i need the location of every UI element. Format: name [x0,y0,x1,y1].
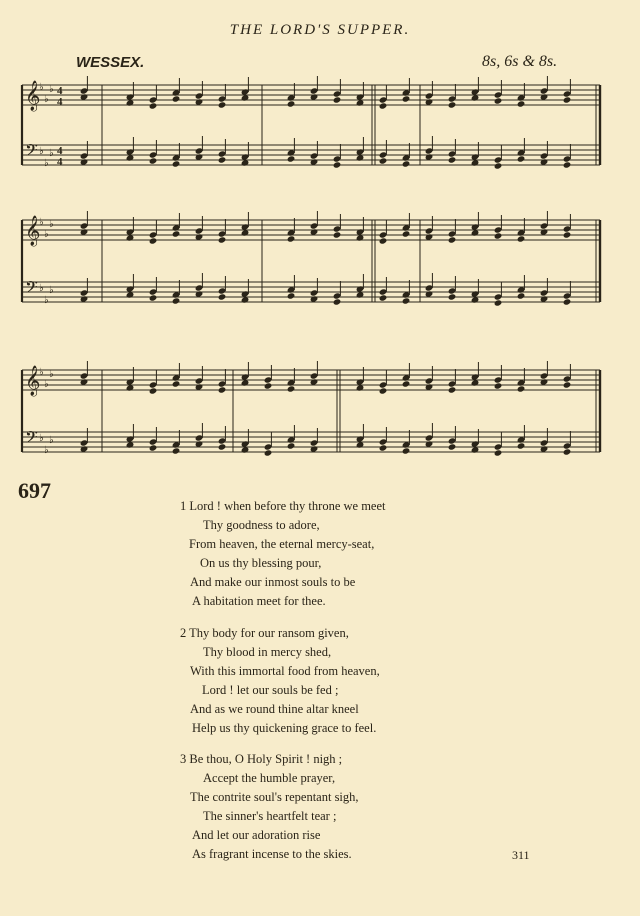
note-head [448,386,457,393]
note-head [563,381,572,388]
note-head [448,156,457,163]
meter: 8s, 6s & 8s. [482,53,558,70]
verse-1-line-5: And make our inmost souls to be [190,575,356,589]
note-head [218,156,227,163]
note-head [563,298,572,305]
note-head [402,230,411,237]
note-head [494,97,503,104]
note-head [494,299,503,306]
note-head [149,102,158,109]
note-head [172,230,181,237]
verse-2-line-4: Lord ! let our souls be fed ; [202,683,339,697]
flat-icon: ♭ [39,367,44,378]
verse-3-line-5: And let our adoration rise [192,828,321,842]
note-head [149,387,158,394]
treble-clef-icon: 𝄞 [25,366,41,396]
note-head [563,231,572,238]
flat-icon: ♭ [44,229,49,240]
note-head [172,380,181,387]
note-head [172,160,181,167]
verse-2-line-1: 2 Thy body for our ransom given, [180,626,349,640]
note-head [517,385,526,392]
note-head [517,292,526,299]
verse-1-line-4: On us thy blessing pour, [200,556,322,570]
note-head [149,157,158,164]
verse-1-line-3: From heaven, the eternal mercy-seat, [189,537,375,551]
hymn-number: 697 [18,478,51,503]
note-head [517,100,526,107]
note-head [149,237,158,244]
flat-icon: ♭ [44,295,49,306]
note-head [517,442,526,449]
note-head [264,449,273,456]
note-head [494,382,503,389]
note-head [264,382,273,389]
verse-3-line-1: 3 Be thou, O Holy Spirit ! nigh ; [180,752,343,766]
flat-icon: ♭ [44,94,49,105]
note-head [563,448,572,455]
note-head [402,160,411,167]
note-head [448,236,457,243]
note-head [402,95,411,102]
verse-2-line-2: Thy blood in mercy shed, [203,645,332,659]
bass-clef-icon: 𝄢 [25,277,38,301]
verse-3-line-3: The contrite soul's repentant sigh, [190,790,359,804]
note-head [517,235,526,242]
tune-name: WESSEX. [76,54,145,71]
time-signature: 4 [57,156,63,168]
verse-2-line-5: And as we round thine altar kneel [190,702,359,716]
note-head [379,157,388,164]
flat-icon: ♭ [49,84,54,95]
time-signature: 4 [57,85,63,97]
flat-icon: ♭ [39,146,44,157]
flat-icon: ♭ [49,148,54,159]
flat-icon: ♭ [39,217,44,228]
verse-1-line-2: Thy goodness to adore, [203,518,320,532]
note-head [218,101,227,108]
flat-icon: ♭ [49,219,54,230]
flat-icon: ♭ [44,158,49,169]
note-head [218,386,227,393]
note-head [287,442,296,449]
verse-2-line-6: Help us thy quickening grace to feel. [192,721,377,735]
flat-icon: ♭ [44,445,49,456]
note-head [448,443,457,450]
verse-3-line-2: Accept the humble prayer, [203,771,336,785]
note-head [287,385,296,392]
verse-1-line-6: A habitation meet for thee. [192,594,326,608]
note-head [379,387,388,394]
bass-clef-icon: 𝄢 [25,140,38,164]
flat-icon: ♭ [44,379,49,390]
running-title: THE LORD'S SUPPER. [229,22,411,38]
note-head [333,96,342,103]
verse-1-line-1: 1 Lord ! when before thy throne we meet [180,499,386,513]
note-head [287,235,296,242]
page-number: 311 [512,848,530,862]
note-head [333,231,342,238]
note-head [172,95,181,102]
treble-clef-icon: 𝄞 [25,81,41,111]
note-head [172,447,181,454]
note-head [379,237,388,244]
note-head [379,444,388,451]
flat-icon: ♭ [49,369,54,380]
note-head [218,443,227,450]
note-head [287,100,296,107]
note-head [402,447,411,454]
time-signature: 4 [57,145,63,157]
note-head [149,294,158,301]
flat-icon: ♭ [39,283,44,294]
note-head [402,297,411,304]
bass-clef-icon: 𝄢 [25,427,38,451]
note-head [172,297,181,304]
note-head [218,236,227,243]
flat-icon: ♭ [39,82,44,93]
flat-icon: ♭ [49,285,54,296]
note-head [448,101,457,108]
note-head [379,102,388,109]
note-head [333,298,342,305]
note-head [494,232,503,239]
note-head [448,293,457,300]
note-head [517,155,526,162]
note-head [563,161,572,168]
note-head [287,155,296,162]
note-head [494,162,503,169]
flat-icon: ♭ [49,435,54,446]
note-head [218,293,227,300]
note-head [287,292,296,299]
note-head [149,444,158,451]
verse-3-line-4: The sinner's heartfelt tear ; [203,809,337,823]
verse-2-line-3: With this immortal food from heaven, [190,664,380,678]
treble-clef-icon: 𝄞 [25,216,41,246]
note-head [333,161,342,168]
note-head [402,380,411,387]
note-head [379,294,388,301]
note-head [494,449,503,456]
verse-3-line-6: As fragrant incense to the skies. [192,847,352,861]
time-signature: 4 [57,96,63,108]
note-head [563,96,572,103]
flat-icon: ♭ [39,433,44,444]
